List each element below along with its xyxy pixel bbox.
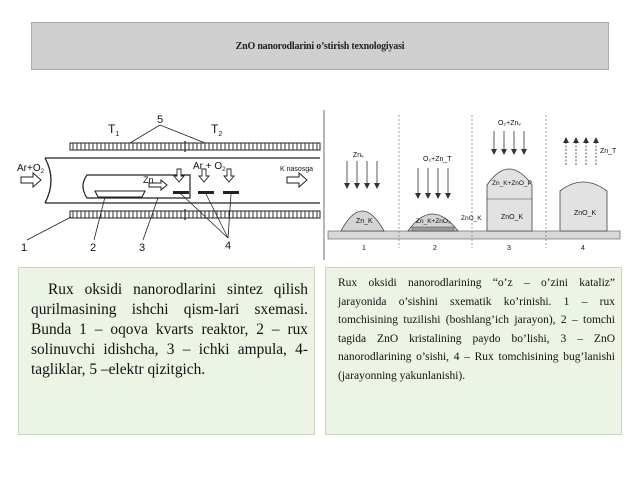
label-top-o2zn: O₂+Znᵥ bbox=[498, 120, 521, 127]
slide-title: ZnO nanorodlarini o’stirish texnologiyasi bbox=[235, 40, 405, 52]
label-znk-znop: Zn_K+ZnO_P bbox=[492, 180, 532, 187]
reactor-schematic-svg bbox=[15, 113, 322, 258]
label-znk: Zn_K bbox=[356, 218, 373, 225]
zno-crystal-stage-2 bbox=[412, 227, 454, 231]
label-zn-v: Znᵥ bbox=[353, 152, 364, 159]
label-zn: Zn bbox=[143, 175, 154, 185]
reactor-schematic-figure bbox=[15, 113, 322, 258]
stage-number-4: 4 bbox=[581, 245, 585, 252]
label-outlet: K nasosga bbox=[280, 166, 314, 173]
stage-2-arrows bbox=[418, 168, 448, 195]
label-5: 5 bbox=[157, 114, 164, 126]
substrate-bar bbox=[328, 231, 620, 239]
label-t1: $T_1$ bbox=[108, 122, 120, 138]
label-znt: Zn_T bbox=[600, 148, 617, 155]
label-o2-znt: O₂+Zn_T bbox=[423, 156, 452, 163]
label-znk-zno3: Zn_K+ZnO₃ bbox=[416, 218, 451, 225]
right-caption-text: Rux oksidi nanorodlarining “o’z – o’zini kataliz” jarayonida o’sishini sxematik ko’rinishi. 1 – rux tomchisining tuzilishi (boshlang’ich jarayon), 2 – tomchi tagida ZnO kristalining paydo bo’lishi, 3 – ZnO nanorodlarining o’sishi, 4 – Rux tomchisining bug’lanishi (jarayonning yakunlanishi). bbox=[338, 277, 615, 382]
stage-number-2: 2 bbox=[433, 245, 437, 252]
label-inlet: $Ar+O_2$ bbox=[17, 163, 44, 175]
slide-title-bar bbox=[31, 22, 609, 70]
substrate bbox=[198, 191, 214, 194]
label-num-2: 2 bbox=[90, 242, 97, 254]
outlet-arrow-icon bbox=[287, 173, 307, 187]
label-t2: $T_2$ bbox=[211, 122, 223, 138]
stage-3-arrows bbox=[494, 131, 524, 151]
label-znok3: ZnO_K bbox=[501, 214, 524, 221]
growth-stages-figure bbox=[326, 113, 622, 258]
stage-2-arrowheads bbox=[415, 193, 451, 199]
label-num-1: 1 bbox=[21, 242, 28, 254]
label-num-4: 4 bbox=[225, 240, 232, 252]
left-caption-panel bbox=[18, 267, 315, 435]
leader-line-5 bbox=[160, 125, 205, 143]
zno-nanorod-stage-3 bbox=[487, 169, 532, 231]
substrate bbox=[173, 191, 189, 194]
leader-line-1 bbox=[27, 217, 71, 240]
label-znok-small: ZnO_K bbox=[461, 215, 482, 222]
leader-line-5 bbox=[130, 125, 160, 143]
stage-number-3: 3 bbox=[507, 245, 511, 252]
right-caption-panel bbox=[325, 267, 622, 435]
substrate bbox=[223, 191, 239, 194]
stage-1-arrows bbox=[347, 161, 377, 185]
left-caption-text: Rux oksidi nanorodlarini sintez qilish qurilmasining ishchi qism-lari sxemasi. Bunda 1 – oqova kvarts reaktor, 2 – rux solinuvchi idishcha, 3 – ichki ampula, 4-tagliklar, 5 –elektr qizitgich. bbox=[31, 281, 308, 378]
top-heater bbox=[70, 143, 320, 150]
growth-stages-svg bbox=[326, 113, 622, 258]
stage-4-arrows bbox=[566, 141, 596, 165]
inlet-arrow-icon bbox=[21, 173, 41, 187]
label-num-3: 3 bbox=[139, 242, 146, 254]
stage-number-1: 1 bbox=[362, 245, 366, 252]
stage-4-arrowheads bbox=[563, 137, 599, 143]
stage-1-arrowheads bbox=[344, 183, 380, 189]
stage-3-arrowheads bbox=[491, 149, 527, 155]
figure-divider bbox=[323, 110, 325, 260]
label-znok4: ZnO_K bbox=[574, 210, 597, 217]
zinc-boat bbox=[95, 191, 145, 197]
label-ar-o2: $Ar + O_2$ bbox=[193, 161, 226, 173]
zno-nanorod-stage-4 bbox=[560, 182, 607, 231]
bottom-heater bbox=[70, 211, 320, 218]
leader-line-3 bbox=[143, 198, 158, 240]
